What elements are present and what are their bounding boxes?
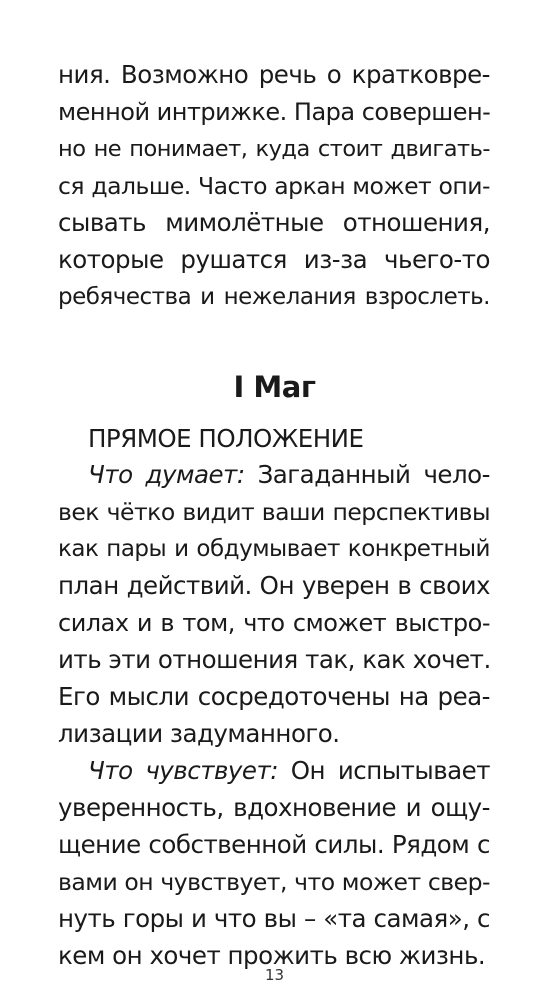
- text-line: сывать мимолётные отношения,: [58, 208, 490, 237]
- text-line: [88, 456, 490, 494]
- text-line: но не понимает, куда стоит двигать-: [58, 136, 490, 162]
- text-line: план действий. Он уверен в своих: [58, 571, 490, 600]
- text-line: век чётко видит ваши перспективы: [58, 498, 490, 526]
- thinks-first-line: Загаданный чело-: [244, 460, 490, 489]
- section-heading: I Маг: [233, 370, 316, 404]
- text-line: ся дальше. Часто аркан может опи-: [58, 172, 490, 200]
- text-line: ния. Возможно речь о кратковре-: [58, 60, 490, 89]
- text-line: ить эти отношения так, как хочет.: [58, 645, 491, 674]
- thinks-label: Что думает:: [88, 460, 245, 489]
- text-line: вами он чувствует, что может свер-: [58, 868, 490, 896]
- text-line: [88, 752, 490, 790]
- text-line: лизации задуманного.: [58, 719, 340, 748]
- text-line: силах и в том, что сможет выстро-: [58, 609, 490, 637]
- text-line: нуть горы и что вы – «та самая», с: [58, 904, 490, 933]
- text-line: которые рушатся из-за чьего-то: [58, 245, 490, 274]
- text-line: как пары и обдумывает конкретный: [58, 536, 490, 562]
- feels-first-line: Он испытывает: [278, 756, 490, 785]
- section-subheading: ПРЯМОЕ ПОЛОЖЕНИЕ: [88, 424, 364, 453]
- text-line: Его мысли сосредоточены на реа-: [58, 682, 490, 711]
- feels-label: Что чувствует:: [88, 756, 279, 785]
- page-number: 13: [264, 966, 285, 984]
- text-line: менной интрижке. Пара совершен-: [58, 98, 491, 126]
- text-line: щение собственной силы. Рядом с: [58, 830, 490, 859]
- text-line: уверенность, вдохновение и ощу-: [58, 793, 490, 822]
- text-line: ребячества и нежелания взрослеть.: [58, 284, 490, 310]
- text-line: кем он хочет прожить всю жизнь.: [58, 941, 486, 970]
